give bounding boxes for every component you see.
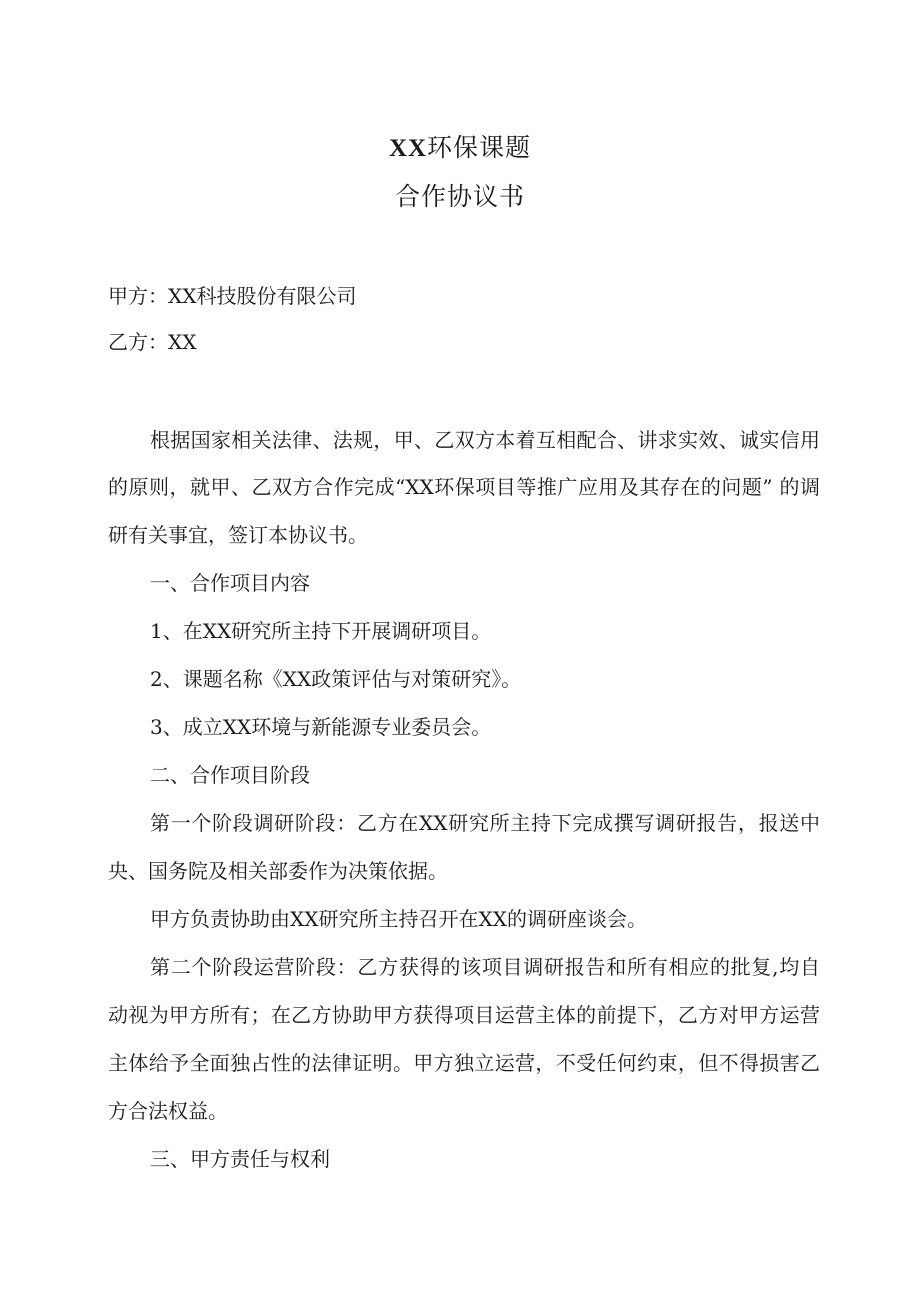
document-title-prefix: XX bbox=[388, 135, 428, 162]
paragraph-line: 方合法权益。 bbox=[108, 1099, 228, 1123]
paragraph-line: 第二个阶段运营阶段：乙方获得的该项目调研报告和所有相应的批复,均自 bbox=[150, 955, 820, 979]
section-heading: 三、甲方责任与权利 bbox=[150, 1147, 330, 1171]
section-heading: 二、合作项目阶段 bbox=[150, 763, 310, 787]
paragraph-line: 主体给予全面独占性的法律证明。甲方独立运营，不受任何约束，但不得损害乙 bbox=[108, 1051, 820, 1075]
paragraph-line: 的原则，就甲、乙双方合作完成“XX环保项目等推广应用及其存在的问题” 的调 bbox=[108, 475, 820, 499]
paragraph-line: 动视为甲方所有；在乙方协助甲方获得项目运营主体的前提下，乙方对甲方运营 bbox=[108, 1003, 820, 1027]
paragraph-line: 根据国家相关法律、法规，甲、乙双方本着互相配合、讲求实效、诚实信用 bbox=[150, 428, 820, 452]
party-b-line: 乙方：XX bbox=[108, 330, 197, 354]
list-item: 1、在XX研究所主持下开展调研项目。 bbox=[150, 619, 492, 643]
list-item: 2、课题名称《XX政策评估与对策研究》。 bbox=[150, 667, 522, 691]
paragraph-line: 甲方负责协助由XX研究所主持召开在XX的调研座谈会。 bbox=[150, 907, 647, 931]
document-title-rest: 环保课题 bbox=[427, 133, 532, 162]
list-item: 3、成立XX环境与新能源专业委员会。 bbox=[150, 715, 492, 739]
paragraph-line: 研有关事宜，签订本协议书。 bbox=[108, 523, 368, 547]
paragraph-line: 央、国务院及相关部委作为决策依据。 bbox=[108, 859, 448, 883]
paragraph-line: 第一个阶段调研阶段：乙方在XX研究所主持下完成撰写调研报告，报送中 bbox=[150, 811, 820, 835]
party-a-line: 甲方：XX科技股份有限公司 bbox=[108, 284, 357, 308]
document-subtitle: 合作协议书 bbox=[394, 182, 525, 211]
document-title bbox=[0, 133, 920, 164]
section-heading: 一、合作项目内容 bbox=[150, 571, 310, 595]
